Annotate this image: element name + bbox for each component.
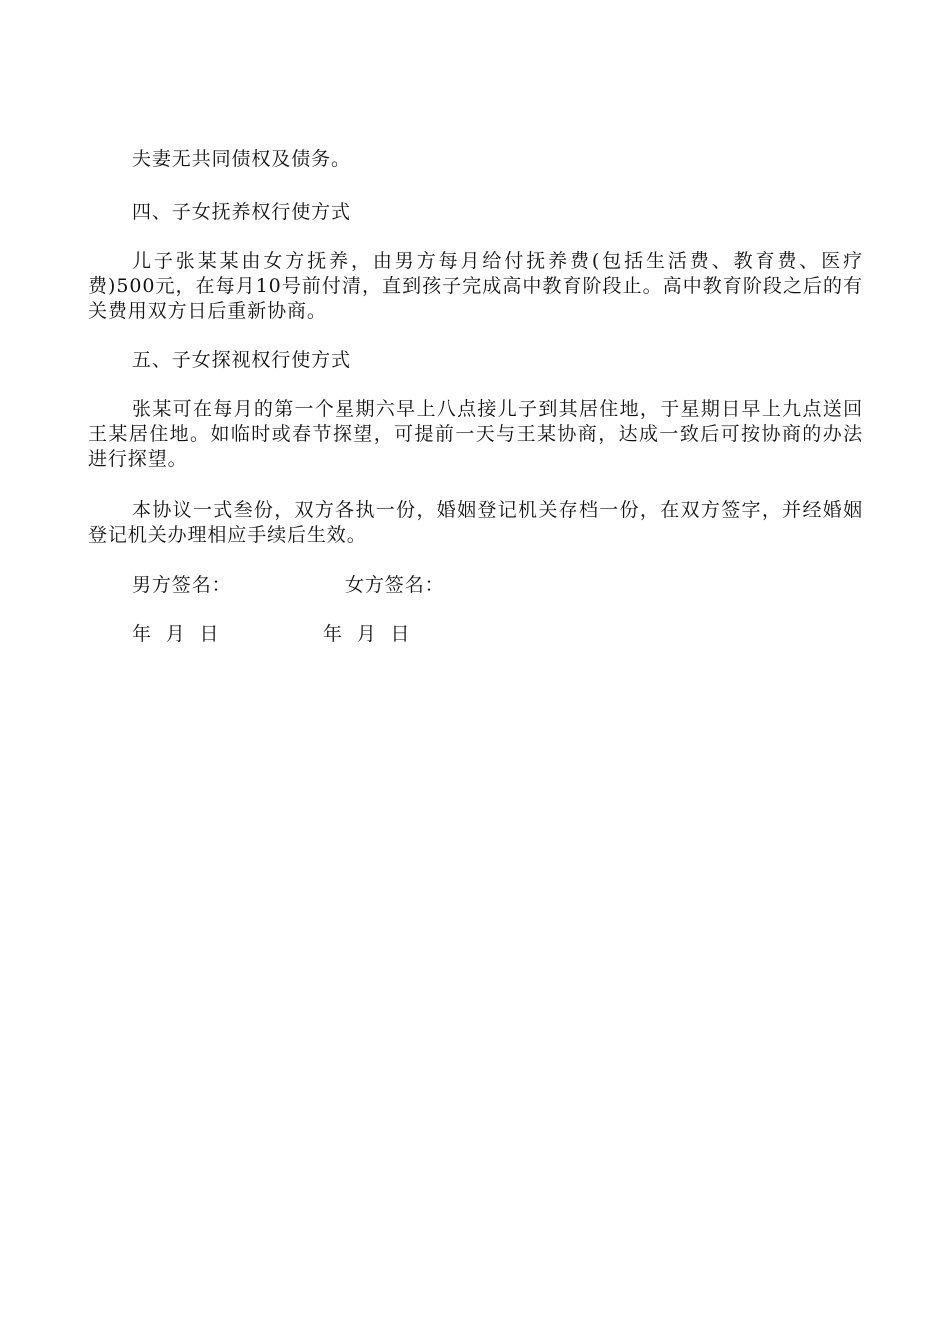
paragraph-agreement-effect: 本协议一式叁份，双方各执一份，婚姻登记机关存档一份，在双方签字，并经婚姻登记机关办理相应手续后生效。 (88, 499, 863, 546)
female-signature-label: 女方签名： (345, 574, 445, 596)
male-date: 年 月 日 (132, 623, 220, 645)
paragraph-visitation-terms: 张某可在每月的第一个星期六早上八点接儿子到其居住地，于星期日早上九点送回王某居住地。如临时或春节探望，可提前一天与王某协商，达成一致后可按协商的办法进行探望。 (88, 398, 863, 470)
paragraph-no-joint-debt: 夫妻无共同债权及债务。 (132, 148, 351, 170)
female-date: 年 月 日 (323, 623, 411, 645)
section-heading-visitation: 五、子女探视权行使方式 (132, 349, 351, 371)
male-signature-label: 男方签名： (132, 574, 232, 596)
paragraph-custody-terms: 儿子张某某由女方抚养，由男方每月给付抚养费(包括生活费、教育费、医疗费)500元，在每月10号前付清，直到孩子完成高中教育阶段止。高中教育阶段之后的有关费用双方日后重新协商。 (88, 250, 863, 322)
section-heading-custody: 四、子女抚养权行使方式 (132, 201, 351, 223)
